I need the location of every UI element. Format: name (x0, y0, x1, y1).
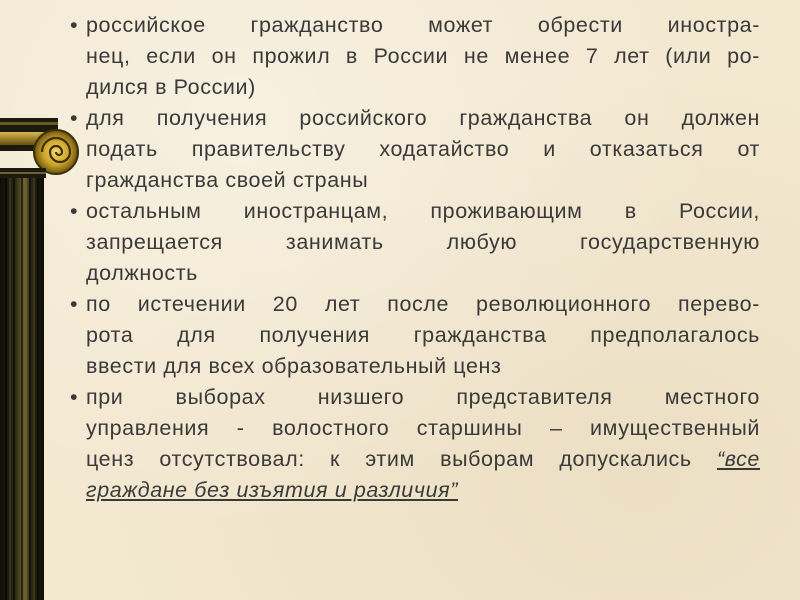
bullet-text: ценз отсутствовал: к этим выборам допускались (86, 447, 692, 471)
bullet-text-line: должность (86, 261, 198, 285)
bullet-dot: • (70, 13, 79, 37)
bullet-text-line: по истечении 20 лет после революционного перево- (86, 292, 760, 316)
list-item (66, 382, 760, 506)
bullet-dot: • (70, 106, 79, 130)
bullet-text-line: российское гражданство может обрести иностра- (86, 13, 760, 37)
bullet-dot: • (70, 199, 79, 223)
bullet-text-line: остальным иностранцам, проживающим в России, (86, 199, 760, 223)
bullet-text-line: для получения российского гражданства он должен (86, 106, 760, 130)
bullet-text-line (86, 475, 760, 506)
bullet-text-line: ввести для всех образовательный ценз (86, 354, 502, 378)
bullet-dot: • (70, 385, 79, 409)
bullet-dot: • (70, 292, 79, 316)
list-item (66, 196, 760, 289)
bullet-text-line: подать правительству ходатайство и отказаться от (86, 137, 760, 161)
bullet-text-line: управления - волостного старшины – имущественный (86, 416, 760, 440)
bullet-text-line: запрещается занимать любую государственную (86, 230, 760, 254)
quote-text: “все (716, 447, 760, 471)
bullet-text-line: нец, если он прожил в России не менее 7 лет (или ро- (86, 44, 760, 68)
list-item (66, 289, 760, 382)
bullet-text-line: при выборах низшего представителя местного (86, 385, 760, 409)
list-item (66, 10, 760, 103)
bullet-text-line: рота для получения гражданства предполагалось (86, 323, 760, 347)
bullet-list (66, 10, 760, 506)
list-item (66, 103, 760, 196)
bullet-text-line: дился в России) (86, 75, 256, 99)
bullet-text-line: гражданства своей страны (86, 168, 369, 192)
bullet-text-line (86, 444, 760, 475)
quote-text: граждане без изъятия и различия” (86, 478, 458, 502)
